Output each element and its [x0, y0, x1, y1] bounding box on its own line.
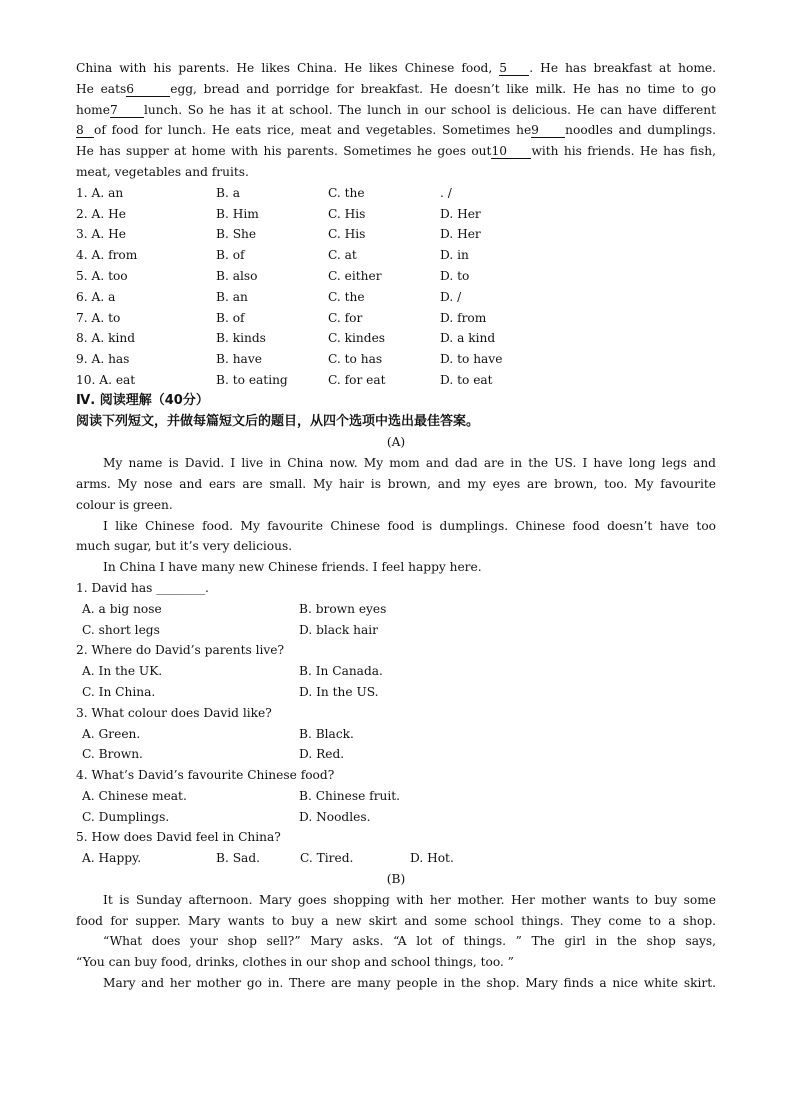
option-row: 8. A. kind B. kinds C. kindes D. a kind — [76, 331, 496, 346]
option-row: A. Happy. B. Sad. C. Tired. D. Hot. — [82, 851, 454, 866]
passage-line: It is Sunday afternoon. Mary goes shopping with her mother. Her mother wants to buy some — [103, 892, 716, 907]
passage-a-questions — [76, 578, 716, 869]
option-row: A. In the UK. B. In Canada. — [82, 664, 383, 679]
section-title: Ⅳ. 阅读理解（40分） — [76, 392, 209, 408]
blank-8: 8 — [76, 123, 94, 138]
passage-line: colour is green. — [76, 497, 173, 512]
blank-10: 10 — [491, 144, 531, 159]
cloze-options — [76, 183, 716, 391]
passage-line: My name is David. I live in China now. My mom and dad are in the US. I have long legs and — [103, 456, 716, 471]
option-row: 3. A. He B. She C. His D. Her — [76, 227, 481, 242]
option-row: 7. A. to B. of C. for D. from — [76, 310, 487, 325]
option-row: 1. A. an B. a C. the . / — [76, 185, 452, 200]
option-row: 4. A. from B. of C. at D. in — [76, 248, 469, 263]
option-row: A. a big nose B. brown eyes — [82, 601, 387, 616]
passage-b-label: (B) — [386, 872, 406, 887]
passage-line: He eats6 egg, bread and porridge for breakfast. He doesn’t like milk. He has no time to go — [76, 81, 716, 96]
blank-6: 6 — [126, 82, 170, 97]
question-4: 4. What’s David’s favourite Chinese food? — [76, 768, 335, 783]
passage-a — [76, 453, 716, 578]
passage-line: Mary and her mother go in. There are many people in the shop. Mary finds a nice white skirt. — [103, 976, 716, 991]
passage-line: food for supper. Mary wants to buy a new skirt and some school things. They come to a shop. — [76, 913, 716, 928]
option-row: 6. A. a B. an C. the D. / — [76, 289, 462, 304]
content-area — [76, 58, 716, 994]
passage-line: In China I have many new Chinese friends. I feel happy here. — [103, 560, 482, 575]
section-instruction: 阅读下列短文，并做每篇短文后的题目，从四个选项中选出最佳答案。 — [76, 413, 480, 429]
option-row: C. Dumplings. D. Noodles. — [82, 809, 371, 824]
option-row: 10. A. eat B. to eating C. for eat D. to eat — [76, 372, 493, 387]
passage-line: He has supper at home with his parents. Sometimes he goes out10 with his friends. He has fish, — [76, 144, 716, 159]
passage-line: I like Chinese food. My favourite Chinese food is dumplings. Chinese food doesn’t have too — [103, 518, 716, 533]
option-row: 5. A. too B. also C. either D. to — [76, 268, 470, 283]
passage-b — [76, 890, 716, 994]
passage-line: home7 lunch. So he has it at school. The lunch in our school is delicious. He can have different — [76, 102, 716, 117]
option-row: 2. A. He B. Him C. His D. Her — [76, 206, 481, 221]
question-5: 5. How does David feel in China? — [76, 830, 281, 845]
blank-7: 7 — [110, 103, 144, 118]
passage-line: China with his parents. He likes China. He likes Chinese food, 5 . He has breakfast at home. — [76, 61, 716, 75]
passage-line: meat, vegetables and fruits. — [76, 164, 249, 179]
question-1: 1. David has ________. — [76, 580, 209, 595]
passage-line: 8 of food for lunch. He eats rice, meat and vegetables. Sometimes he9 noodles and dumplings. — [76, 123, 716, 138]
passage-a-label: (A) — [386, 435, 406, 450]
option-row: C. short legs D. black hair — [82, 622, 378, 637]
option-row: 9. A. has B. have C. to has D. to have — [76, 352, 503, 367]
passage-line: “You can buy food, drinks, clothes in our shop and school things, too. ” — [76, 955, 514, 970]
option-row: A. Chinese meat. B. Chinese fruit. — [82, 788, 401, 803]
option-row: A. Green. B. Black. — [82, 726, 354, 741]
passage-line: much sugar, but it’s very delicious. — [76, 539, 293, 554]
passage-line: arms. My nose and ears are small. My hair is brown, and my eyes are brown, too. My favourite — [76, 476, 716, 491]
option-row: C. In China. D. In the US. — [82, 684, 379, 699]
blank-9: 9 — [531, 123, 565, 138]
passage-line: “What does your shop sell?” Mary asks. “A lot of things. ” The girl in the shop says, — [103, 934, 716, 949]
option-row: C. Brown. D. Red. — [82, 747, 345, 762]
cloze-passage — [76, 58, 716, 183]
question-3: 3. What colour does David like? — [76, 705, 272, 720]
blank-5: 5 — [499, 61, 529, 76]
question-2: 2. Where do David’s parents live? — [76, 643, 285, 658]
